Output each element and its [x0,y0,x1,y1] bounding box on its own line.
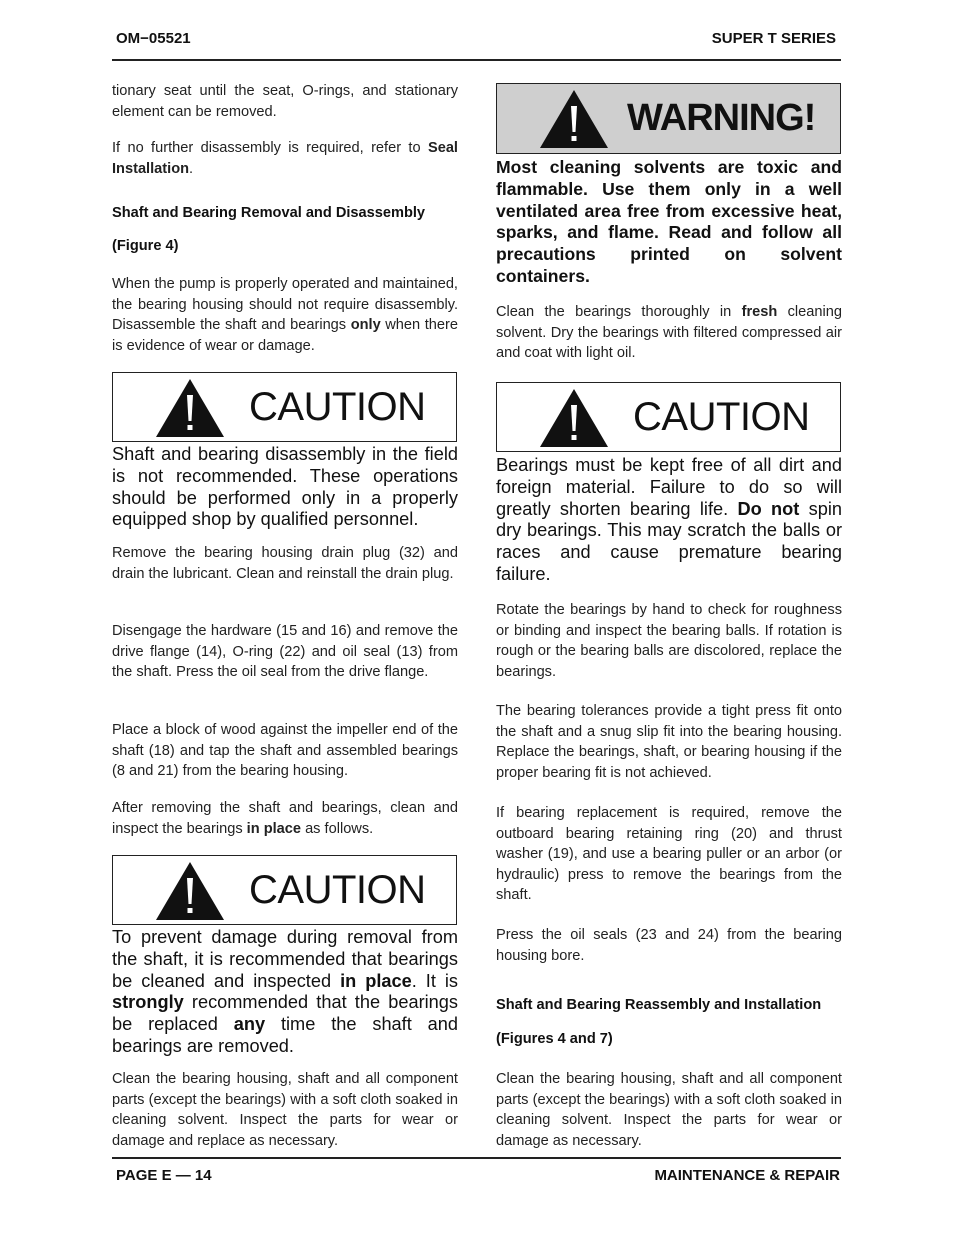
section-heading-reassembly: Shaft and Bearing Reassembly and Installation [496,997,822,1013]
series-title: SUPER T SERIES [711,30,836,47]
seal-installation-ref: Seal Installation [112,140,458,177]
footer-rule [112,1157,841,1159]
left-paragraph-3: When the pump is properly operated and maintained, the bearing housing should not require disassembly. Disassemble the shaft and bearings only when there is evidence of wear or damage. [112,276,458,354]
caution-box-3 [496,382,841,452]
left-paragraph-6: Place a block of wood against the impeller end of the shaft (18) and tap the shaft and assembled bearings (8 and 21) from the bearing housing. [112,722,458,779]
header-rule [112,59,841,61]
warning-box [496,83,841,154]
left-paragraph-8: Clean the bearing housing, shaft and all component parts (except the bearings) with a soft cloth soaked in cleaning solvent. Inspect the parts for wear or damage and replace as necessary. [112,1071,458,1149]
exclamation-triangle-icon [538,387,610,449]
right-paragraph-2: Rotate the bearings by hand to check for roughness or binding and inspect the bearing balls. If rotation is rough or the bearing balls are discolored, replace the bearings. [496,602,842,680]
left-paragraph-1: tionary seat until the seat, O-rings, and stationary element can be removed. [112,83,458,120]
exclamation-triangle-icon [154,860,226,922]
left-paragraph-4: Remove the bearing housing drain plug (32) and drain the lubricant. Clean and reinstall the drain plug. [112,545,458,582]
caution-title: CAUTION [249,384,426,429]
left-paragraph-2: If no further disassembly is required, refer to Seal Installation. [112,140,458,177]
right-paragraph-4: If bearing replacement is required, remove the outboard bearing retaining ring (20) and thrust washer (19), and use a bearing puller or an arbor (or hydraulic) press to remove the bearings from the shaft. [496,805,842,903]
caution-box-1 [112,372,457,442]
exclamation-triangle-icon [154,377,226,439]
caution-box-2 [112,855,457,925]
right-paragraph-5: Press the oil seals (23 and 24) from the bearing housing bore. [496,927,842,964]
caution-text-1: Shaft and bearing disassembly in the field is not recommended. These operations should be performed only in a properly equipped shop by qualified personnel. [112,444,458,530]
warning-title: WARNING! [627,97,816,139]
figure-ref-left: (Figure 4) [112,238,179,254]
exclamation-triangle-icon [538,88,610,150]
caution-title: CAUTION [633,394,810,439]
right-paragraph-1: Clean the bearings thoroughly in fresh cleaning solvent. Dry the bearings with filtered compressed air and coat with light oil. [496,304,842,361]
figure-ref-right: (Figures 4 and 7) [496,1031,613,1047]
right-paragraph-3: The bearing tolerances provide a tight press fit onto the shaft and a snug slip fit into the bearing housing. Replace the bearings, shaft, or bearing housing if the proper bearing fit is not achieved. [496,703,842,781]
doc-number: OM−05521 [116,30,191,47]
section-heading-removal: Shaft and Bearing Removal and Disassembly [112,205,426,221]
caution-text-3: Bearings must be kept free of all dirt and foreign material. Failure to do so will greatly shorten bearing life. Do not spin dry bearings. This may scratch the balls or races and cause premature bearing failure. [496,455,843,584]
left-paragraph-5: Disengage the hardware (15 and 16) and remove the drive flange (14), O-ring (22) and oil seal (13) from the shaft. Press the oil seal from the drive flange. [112,623,458,680]
caution-text-2: To prevent damage during removal from the shaft, it is recommended that bearings be cleaned and inspected in place. It is strongly recommended that the bearings be replaced any time the shaft and bearings are removed. [112,927,458,1056]
page-number: PAGE E — 14 [116,1167,212,1184]
caution-title: CAUTION [249,867,426,912]
right-paragraph-6: Clean the bearing housing, shaft and all component parts (except the bearings) with a soft cloth soaked in cleaning solvent. Inspect the parts for wear or damage as necessary. [496,1071,842,1149]
left-paragraph-7: After removing the shaft and bearings, clean and inspect the bearings in place as follows. [112,800,458,837]
section-name: MAINTENANCE & REPAIR [654,1167,840,1184]
warning-text: Most cleaning solvents are toxic and flammable. Use them only in a well ventilated area free from excessive heat, sparks, and flame. Read and follow all precautions printed on solvent containers. [496,157,842,286]
